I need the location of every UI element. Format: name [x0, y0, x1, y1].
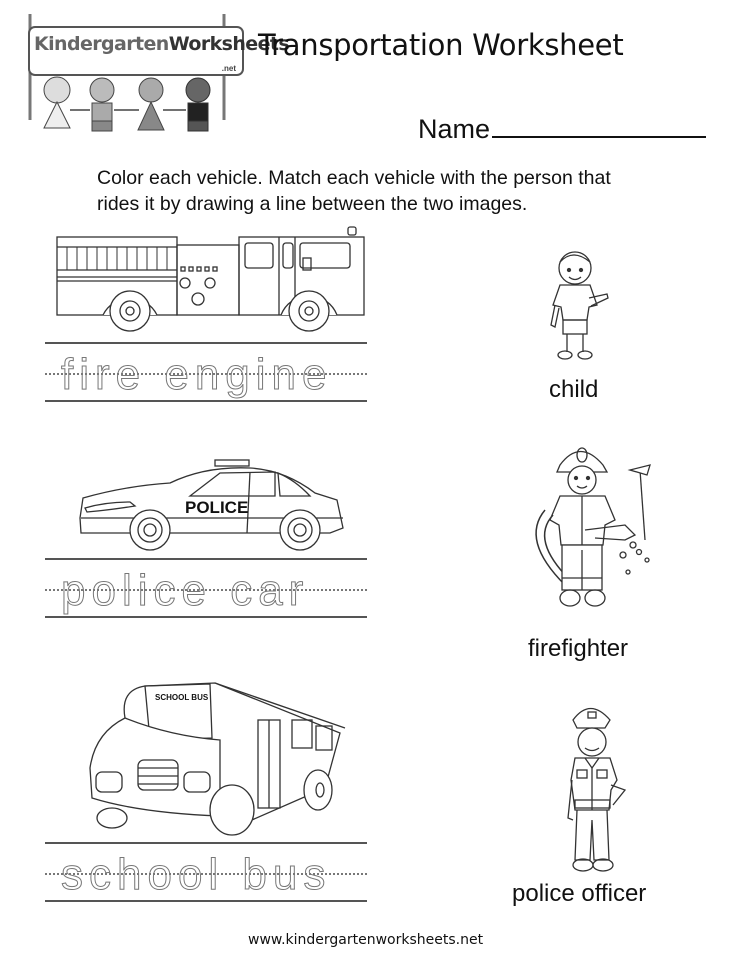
- police-officer-icon: [555, 700, 640, 875]
- page-title: Transportation Worksheet: [258, 28, 624, 62]
- name-label: Name: [418, 114, 491, 144]
- trace-text: school bus: [61, 850, 332, 899]
- site-logo: [10, 10, 290, 138]
- trace-text: fire engine: [61, 350, 333, 399]
- logo-tld: .net: [221, 64, 236, 73]
- name-blank-line[interactable]: [492, 112, 706, 138]
- tracing-lines-police-car[interactable]: [45, 558, 367, 618]
- fire-engine-icon: [55, 225, 370, 335]
- tracing-lines-fire-engine[interactable]: [45, 342, 367, 402]
- trace-text: police car: [61, 566, 310, 615]
- svg-text:SCHOOL BUS: SCHOOL BUS: [155, 693, 209, 702]
- footer-url[interactable]: www.kindergartenworksheets.net: [248, 932, 484, 948]
- tracing-lines-school-bus[interactable]: [45, 842, 367, 902]
- child-icon: [545, 250, 615, 370]
- logo-sign: [28, 26, 290, 76]
- firefighter-icon: [525, 440, 670, 620]
- svg-text:POLICE: POLICE: [185, 498, 249, 517]
- instructions: [97, 165, 697, 217]
- name-field[interactable]: [418, 112, 706, 145]
- person-label-child: child: [549, 376, 599, 403]
- police-car-icon: [75, 458, 345, 553]
- person-label-firefighter: firefighter: [528, 635, 629, 662]
- logo-text: KindergartenWorksheets: [34, 33, 290, 55]
- instructions-line-2: rides it by drawing a line between the two images.: [97, 193, 528, 215]
- person-label-police-officer: police officer: [512, 880, 647, 907]
- school-bus-icon: [80, 678, 300, 833]
- instructions-line-1: Color each vehicle. Match each vehicle with the person that: [97, 167, 611, 189]
